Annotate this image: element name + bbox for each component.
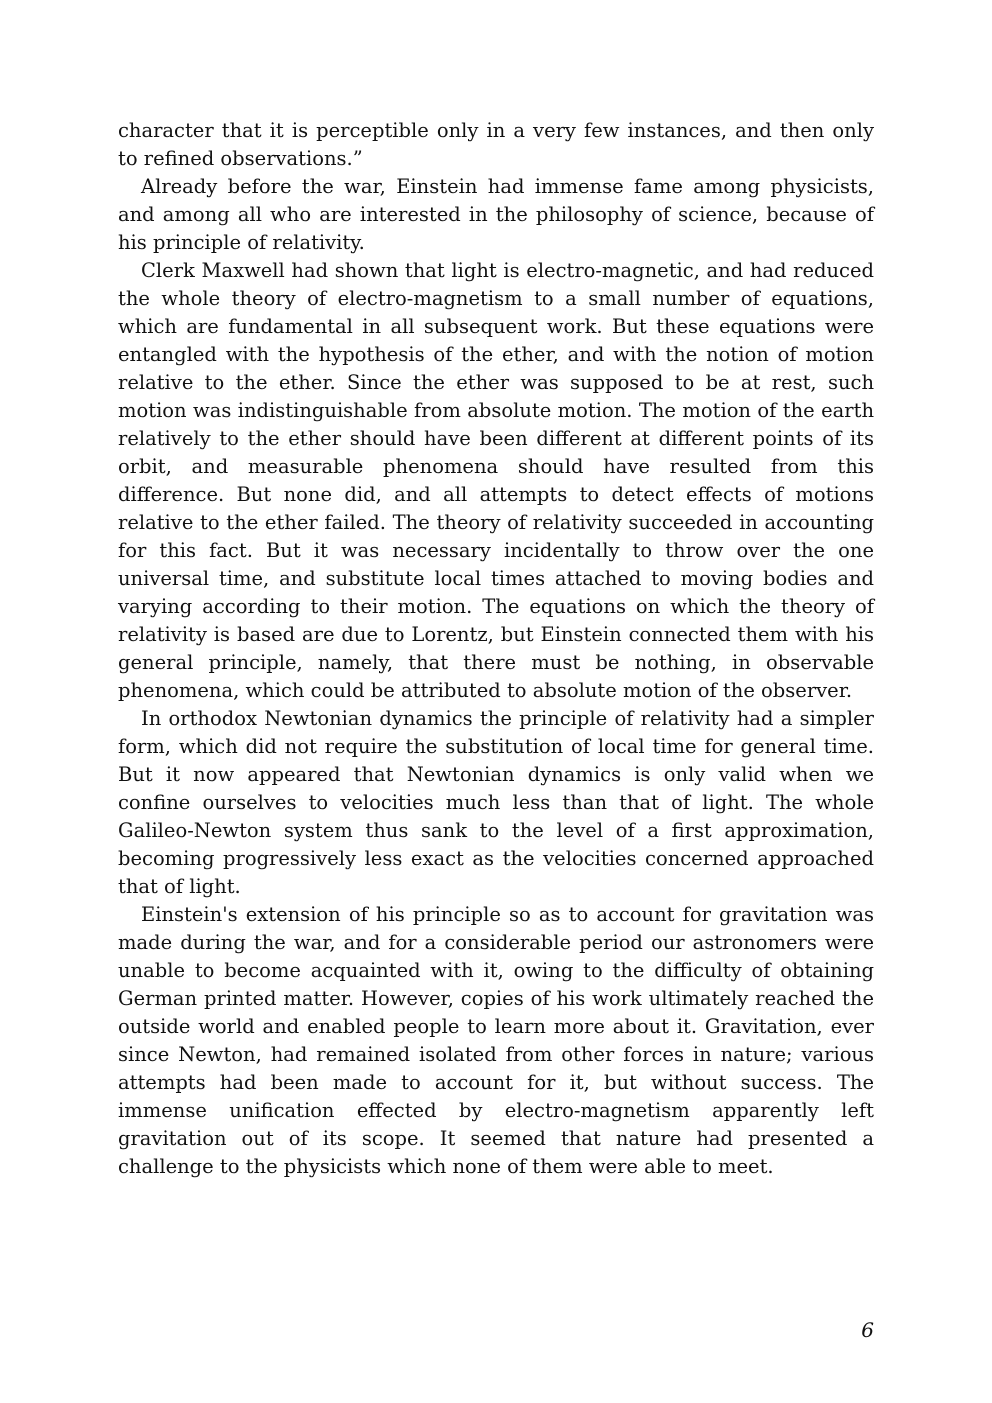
- page-number: 6: [861, 1318, 874, 1342]
- paragraph-quote-end: character that it is perceptible only in a very few instances, and then only to refined observations.”: [118, 119, 874, 170]
- page-body: [118, 117, 874, 1181]
- paragraph-newtonian-dynamics: In orthodox Newtonian dynamics the principle of relativity had a simpler form, which did not require the substitution of local time for general time. But it now appeared that Newtonian dynamics is only valid when we confine ourselves to velocities much less than that of light. The whole Galileo-Newton system thus sank to the level of a first approximation, becoming progressively less exact as the velocities concerned approached that of light.: [118, 707, 874, 898]
- paragraph-einstein-fame: Already before the war, Einstein had immense fame among physicists, and among all who are interested in the philosophy of science, because of his principle of relativity.: [118, 175, 874, 254]
- paragraph-gravitation: Einstein's extension of his principle so as to account for gravitation was made during the war, and for a considerable period our astronomers were unable to become acquainted with it, owing to the difficulty of obtaining German printed matter. However, copies of his work ultimately reached the outside world and enabled people to learn more about it. Gravitation, ever since Newton, had remained isolated from other forces in nature; various attempts had been made to account for it, but without success. The immense unification effected by electro-magnetism apparently left gravitation out of its scope. It seemed that nature had presented a challenge to the physicists which none of them were able to meet.: [118, 903, 874, 1178]
- paragraph-maxwell-relativity: Clerk Maxwell had shown that light is electro-magnetic, and had reduced the whole theory of electro-magnetism to a small number of equations, which are fundamental in all subsequent work. But these equations were entangled with the hypothesis of the ether, and with the notion of motion relative to the ether. Since the ether was supposed to be at rest, such motion was indistinguishable from absolute motion. The motion of the earth relatively to the ether should have been different at different points of its orbit, and measurable phenomena should have resulted from this difference. But none did, and all attempts to detect effects of motions relative to the ether failed. The theory of relativity succeeded in accounting for this fact. But it was necessary incidentally to throw over the one universal time, and substitute local times attached to moving bodies and varying according to their motion. The equations on which the theory of relativity is based are due to Lorentz, but Einstein connected them with his general principle, namely, that there must be nothing, in observable phenomena, which could be attributed to absolute motion of the observer.: [118, 259, 874, 702]
